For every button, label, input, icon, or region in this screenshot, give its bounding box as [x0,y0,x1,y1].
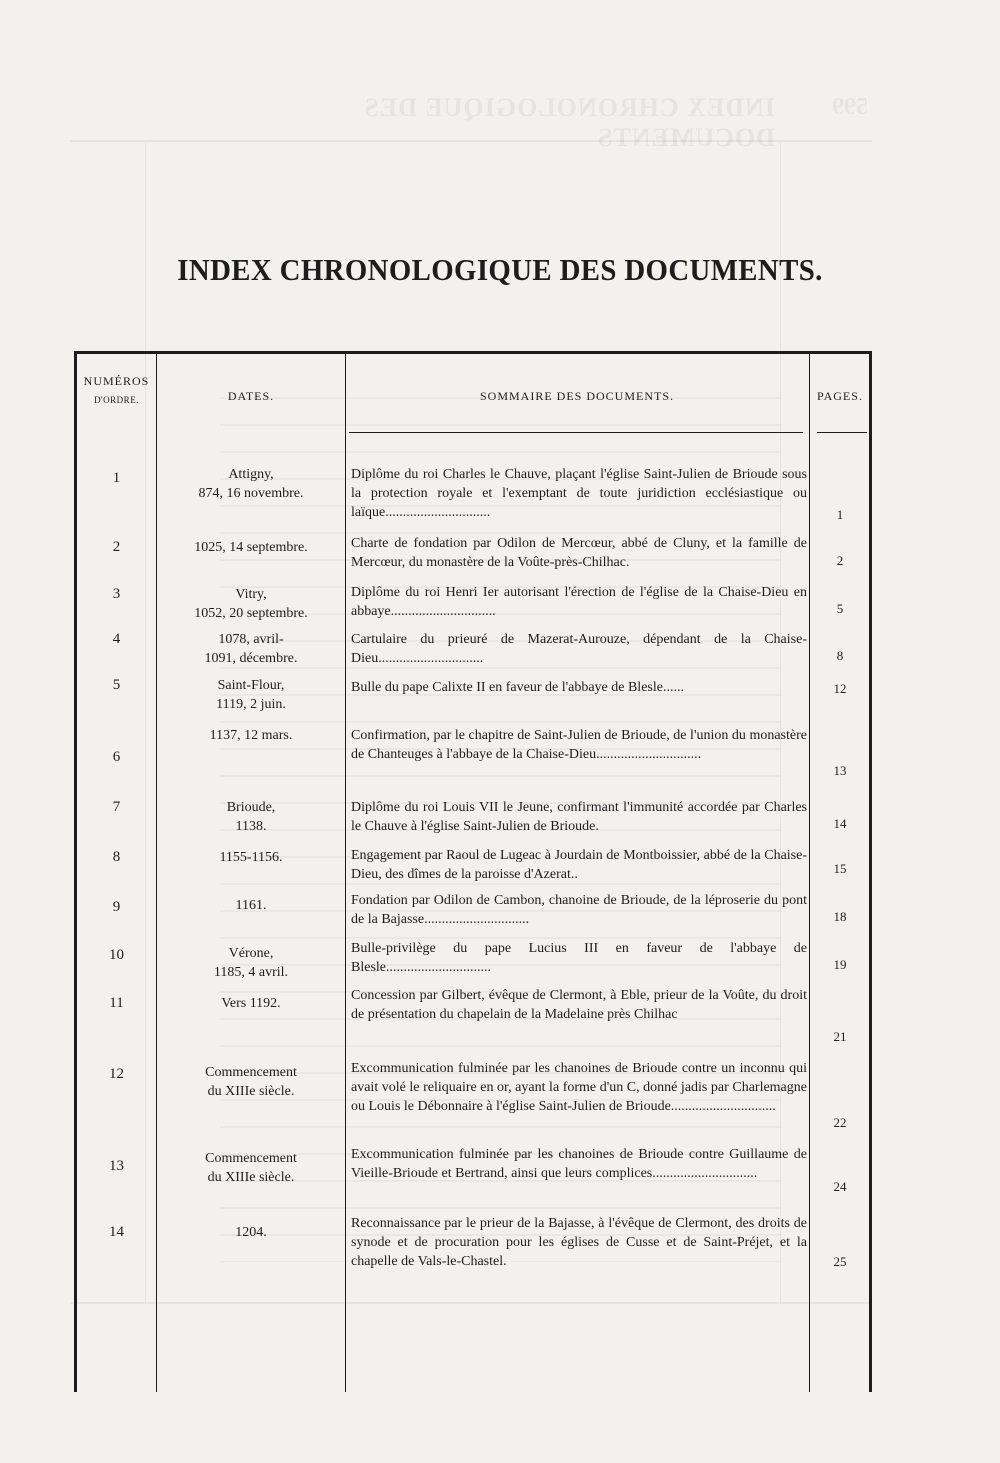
row-number: 10 [109,947,124,963]
row-date: Saint-Flour, 1119, 2 juin. [216,678,286,712]
row-page: 1 [836,507,844,522]
row-number: 4 [112,631,121,647]
row-date: Attigny, 874, 16 novembre. [198,467,304,501]
row-page: 2 [836,553,844,568]
column-divider [809,354,810,1392]
chronological-index-table [74,351,872,1392]
row-page: 19 [833,957,847,972]
row-summary: Bulle du pape Calixte II en faveur de l'abbaye de Blesle...... [351,680,684,695]
row-page: 24 [833,1179,847,1194]
row-date: Brioude, 1138. [226,800,276,834]
header-dates: DATES. [227,389,275,403]
row-summary: Cartulaire du prieuré de Mazerat-Aurouze, dépendant de la Chaise-Dieu.............................. [351,632,807,666]
header-numeros-label: NUMÉROS [83,374,150,388]
row-date: 1161. [235,898,267,913]
row-date: 1137, 12 mars. [209,728,293,743]
header-numeros-sub: D'ORDRE. [94,395,139,405]
row-date: 1204. [235,1225,267,1240]
header-sommaire: SOMMAIRE DES DOCUMENTS. [479,389,675,403]
row-date: Vérone, 1185, 4 avril. [213,946,289,980]
row-summary: Diplôme du roi Louis VII le Jeune, confirmant l'immunité accordée par Charles le Chauve à l'église Saint-Julien de Brioude. [351,800,807,834]
page-title: INDEX CHRONOLOGIQUE DES DOCUMENTS. [177,252,823,287]
header-rule [349,432,803,433]
row-number: 11 [109,995,124,1011]
row-page: 12 [833,681,847,696]
row-summary: Excommunication fulminée par les chanoines de Brioude contre un inconnu qui avait volé le reliquaire en or, ayant la forme d'un C, donné jadis par Charlemagne ou Louis le Débonnaire à l'église Saint-Julien de Brioude.............................. [351,1061,807,1114]
row-summary: Bulle-privilège du pape Lucius III en faveur de l'abbaye de Blesle.............................. [351,941,807,975]
column-divider [345,354,346,1392]
row-date: Commencement du XIIIe siècle. [205,1151,297,1185]
row-summary: Diplôme du roi Charles le Chauve, plaçant l'église Saint-Julien de Brioude sous la protection royale et l'exemptant de toute juridiction ecclésiastique ou laïque.............................. [351,467,807,520]
row-page: 13 [833,763,847,778]
row-number: 3 [112,586,121,602]
row-date: Vitry, 1052, 20 septembre. [194,587,308,621]
row-page: 21 [833,1029,847,1044]
row-number: 5 [112,677,121,693]
row-date: Commencement du XIIIe siècle. [205,1065,297,1099]
row-number: 14 [109,1224,124,1240]
row-summary: Reconnaissance par le prieur de la Bajasse, à l'évêque de Clermont, des droits de synode et de procuration pour les églises de Cusse et de Saint-Préjet, et la chapelle de Vals-le-Chastel. [351,1216,807,1269]
row-date: 1078, avril- 1091, décembre. [204,632,298,666]
row-number: 9 [112,899,121,915]
row-summary: Fondation par Odilon de Cambon, chanoine de Brioude, de la léproserie du pont de la Bajasse.............................. [351,893,807,927]
row-summary: Engagement par Raoul de Lugeac à Jourdain de Montboissier, abbé de la Chaise-Dieu, des dîmes de la paroisse d'Azerat.. [351,848,807,882]
row-number: 12 [109,1066,124,1082]
row-date: 1155-1156. [219,850,283,865]
header-numeros [77,374,156,405]
row-page: 5 [836,601,844,616]
row-number: 1 [112,470,121,486]
row-page: 18 [833,909,847,924]
row-summary: Diplôme du roi Henri Ier autorisant l'érection de l'église de la Chaise-Dieu en abbaye.............................. [351,585,807,619]
row-date: Vers 1192. [221,996,281,1011]
row-summary: Excommunication fulminée par les chanoines de Brioude contre Guillaume de Vieille-Brioude et Bertrand, ainsi que leurs complices.............................. [351,1147,807,1181]
row-page: 8 [836,648,844,663]
row-number: 13 [109,1158,124,1174]
row-summary: Confirmation, par le chapitre de Saint-Julien de Brioude, de l'union du monastère de Chanteuges à l'abbaye de la Chaise-Dieu.............................. [351,728,807,762]
row-number: 6 [112,749,121,765]
row-number: 2 [112,539,121,555]
row-summary: Charte de fondation par Odilon de Mercœur, abbé de Cluny, et la famille de Mercœur, du monastère de la Voûte-près-Chilhac. [351,536,807,570]
row-summary: Concession par Gilbert, évêque de Clermont, à Eble, prieur de la Voûte, du droit de présentation du chapelain de la Madelaine près Chilhac [351,988,807,1022]
row-number: 7 [112,799,121,815]
bleed-through-page-number: 599 [832,94,868,120]
bleed-through-heading: INDEX CHRONOLOGIQUE DES DOCUMENTS [363,93,775,152]
row-page: 15 [833,861,847,876]
row-page: 25 [833,1254,847,1269]
header-pages: PAGES. [817,389,863,403]
row-number: 8 [112,849,121,865]
row-page: 22 [833,1115,847,1130]
row-date: 1025, 14 septembre. [194,540,308,555]
header-rule [817,432,867,433]
row-page: 14 [833,816,847,831]
